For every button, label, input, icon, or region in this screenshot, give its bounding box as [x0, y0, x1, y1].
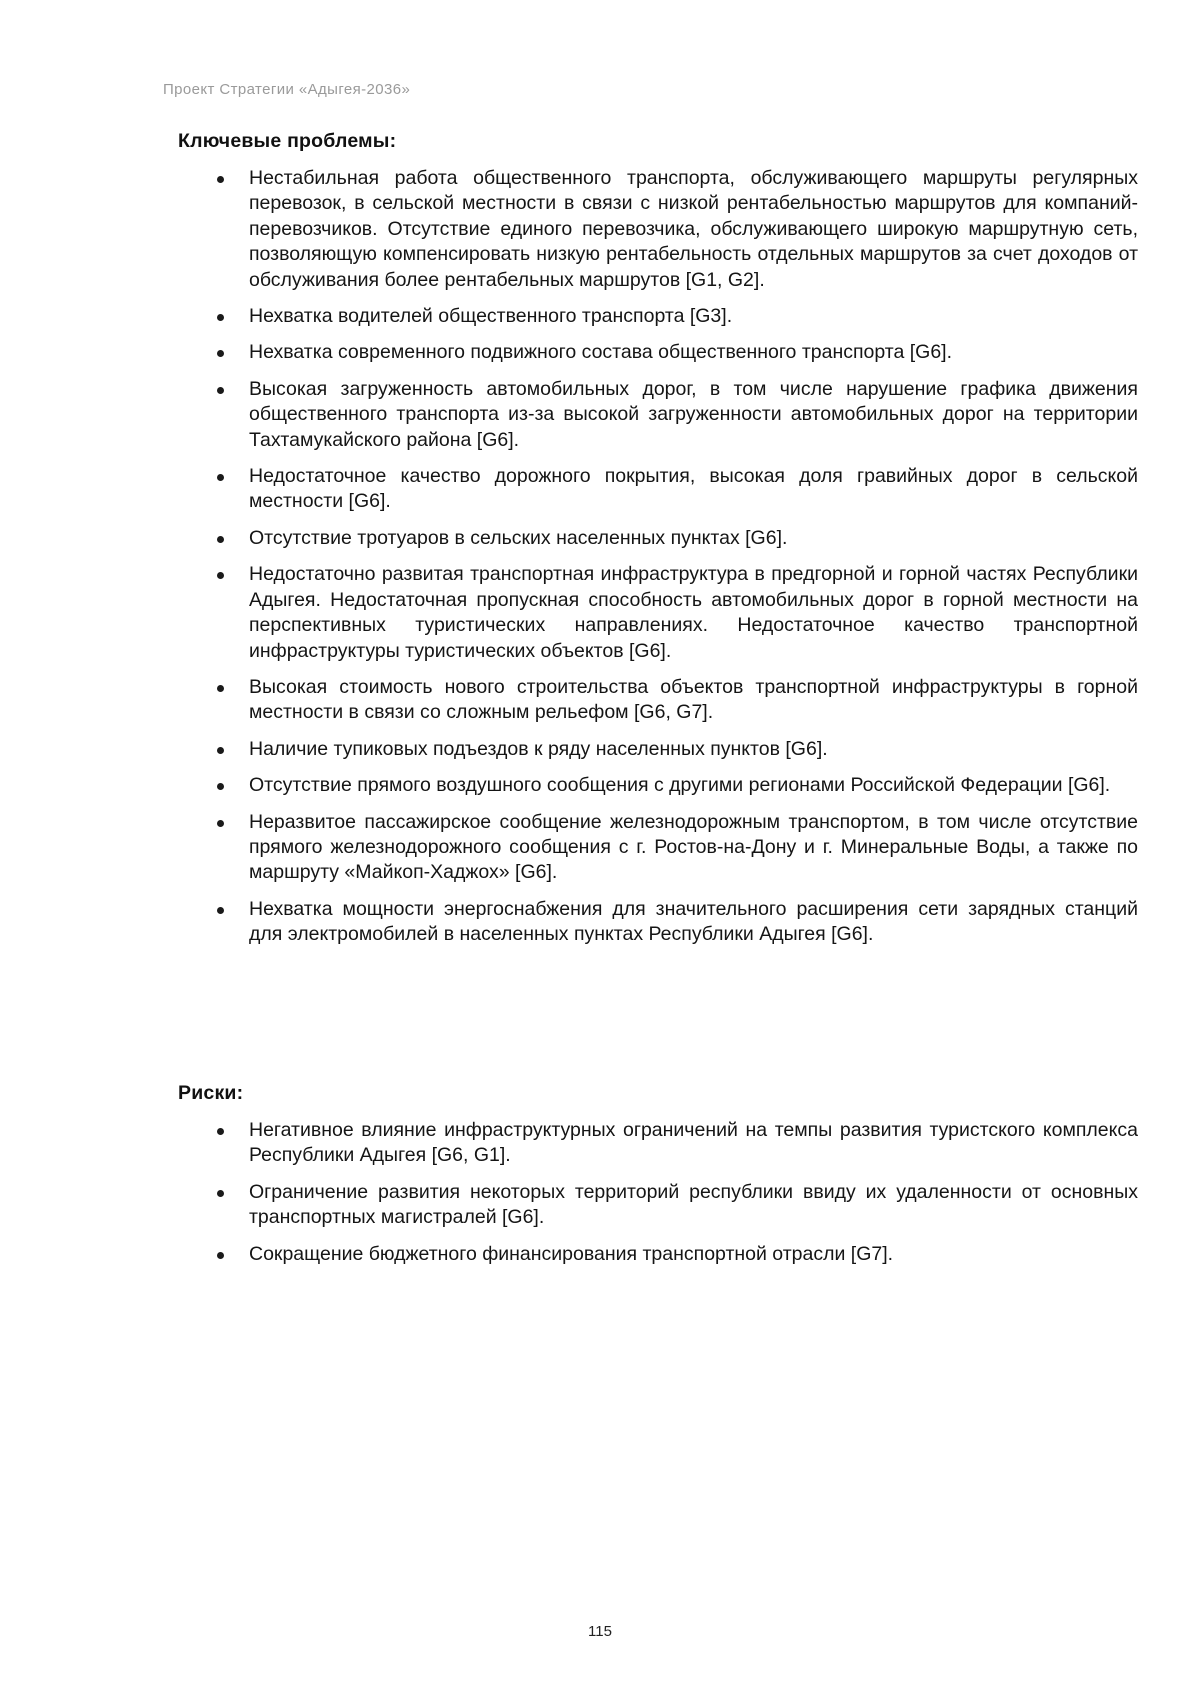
bullet-icon [217, 907, 224, 914]
list-item-text: Нехватка современного подвижного состава общественного транспорта [G6]. [249, 341, 953, 364]
page-number: 115 [588, 1623, 612, 1640]
list-item-text: Высокая стоимость нового строительства объектов транспортной инфраструктуры в горной местности в связи со сложным рельефом [G6, G7]. [249, 675, 1138, 724]
risks-heading: Риски: [178, 1082, 244, 1104]
list-item-text: Высокая загруженность автомобильных дорог, в том числе нарушение графика движения общественного транспорта из-за высокой загруженности автомобильных дорог на территории Тахтамукайского района [G6]. [249, 377, 1138, 451]
bullet-icon [217, 820, 224, 827]
list-item-text: Отсутствие тротуаров в сельских населенных пунктах [G6]. [249, 526, 788, 549]
bullet-icon [217, 314, 224, 321]
key-problems-list [0, 166, 1200, 959]
list-item-text: Недостаточно развитая транспортная инфраструктура в предгорной и горной частях Республики Адыгея. Недостаточная пропускная способность автомобильных дорог в горной местности на перспективных туристических направлениях. Недостаточное качество транспортной инфраструктуры туристических объектов [G6]. [249, 563, 1138, 662]
list-item-text: Нестабильная работа общественного транспорта, обслуживающего маршруты регулярных перевозок, в сельской местности в связи с низкой рентабельностью маршрутов для компаний-перевозчиков. Отсутствие единого перевозчика, обслуживающего широкую маршрутную сеть, позволяющую компенсировать низкую рентабельность отдельных маршрутов за счет доходов от обслуживания более рентабельных маршрутов [G1, G2]. [249, 167, 1138, 291]
list-item-text: Неразвитое пассажирское сообщение железнодорожным транспортом, в том числе отсутствие прямого железнодорожного сообщения с г. Ростов-на-Дону и г. Минеральные Воды, а также по маршруту «Майкоп-Хаджох» [G6]. [249, 810, 1138, 884]
bullet-icon [217, 1190, 224, 1197]
list-item-text: Нехватка водителей общественного транспорта [G3]. [249, 305, 733, 328]
bullet-icon [217, 572, 224, 579]
risks-list [0, 1118, 1200, 1278]
list-item [0, 1180, 1200, 1231]
running-header: Проект Стратегии «Адыгея-2036» [163, 81, 411, 98]
bullet-icon [217, 1252, 224, 1259]
list-item [0, 304, 1200, 329]
list-item-text: Ограничение развития некоторых территорий республики ввиду их удаленности от основных транспортных магистралей [G6]. [249, 1180, 1138, 1229]
list-item [0, 1118, 1200, 1169]
list-item [0, 562, 1200, 664]
bullet-icon [217, 474, 224, 481]
list-item [0, 1242, 1200, 1267]
list-item [0, 810, 1200, 886]
bullet-icon [217, 783, 224, 790]
list-item [0, 526, 1200, 551]
list-item [0, 675, 1200, 726]
list-item-text: Недостаточное качество дорожного покрытия, высокая доля гравийных дорог в сельской местности [G6]. [249, 465, 1138, 513]
bullet-icon [217, 1128, 224, 1135]
bullet-icon [217, 387, 224, 394]
list-item [0, 340, 1200, 365]
list-item-text: Сокращение бюджетного финансирования транспортной отрасли [G7]. [249, 1242, 894, 1265]
list-item [0, 464, 1200, 515]
list-item-text: Негативное влияние инфраструктурных ограничений на темпы развития туристского комплекса Республики Адыгея [G6, G1]. [249, 1119, 1138, 1167]
bullet-icon [217, 747, 224, 754]
key-problems-heading: Ключевые проблемы: [178, 130, 397, 152]
list-item [0, 897, 1200, 948]
list-item [0, 773, 1200, 798]
bullet-icon [217, 685, 224, 692]
list-item-text: Наличие тупиковых подъездов к ряду населенных пунктов [G6]. [249, 737, 828, 760]
bullet-icon [217, 350, 224, 357]
list-item-text: Нехватка мощности энергоснабжения для значительного расширения сети зарядных станций для электромобилей в населенных пунктах Республики Адыгея [G6]. [249, 897, 1138, 946]
list-item [0, 377, 1200, 453]
list-item [0, 166, 1200, 293]
bullet-icon [217, 176, 224, 183]
list-item [0, 737, 1200, 762]
list-item-text: Отсутствие прямого воздушного сообщения с другими регионами Российской Федерации [G6]. [249, 774, 1111, 797]
bullet-icon [217, 536, 224, 543]
